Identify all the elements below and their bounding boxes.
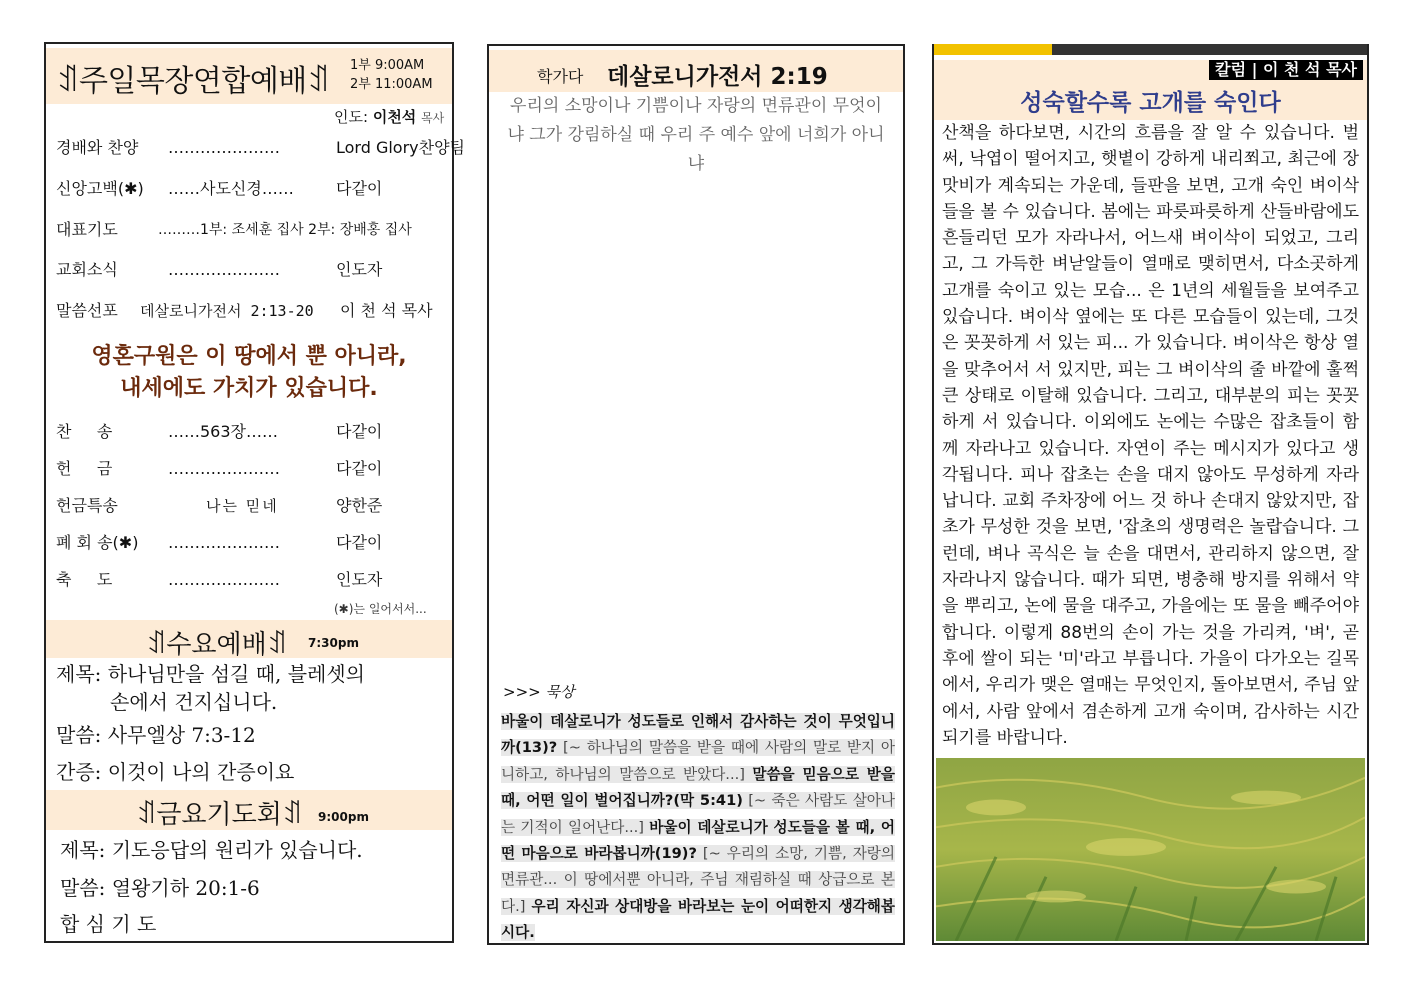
presider-name: 이천석	[372, 108, 417, 126]
order-detail: ……사도신경……	[168, 179, 294, 198]
column-panel	[932, 44, 1369, 945]
column-title: 성숙할수록 고개를 숙인다	[1020, 90, 1281, 116]
wednesday-time: 7:30pm	[308, 636, 359, 650]
order-row	[56, 420, 446, 444]
order-row	[56, 136, 466, 160]
order-detail: …………………	[168, 459, 280, 478]
meditation-answer: [~ 죽은 사람도 살아나는 기적이 일어난다...]	[501, 792, 895, 836]
order-by: 인도자	[336, 570, 383, 589]
sermon-headline	[46, 341, 452, 405]
meditation-question: 바울이 데살로니가 성도들을 볼 때, 어떤 마음으로 바라봅니까(19)?	[501, 818, 896, 863]
service-times	[350, 56, 433, 94]
order-detail: …………………	[168, 533, 280, 552]
order-detail: …………………	[168, 570, 280, 589]
first-service-time: 1부 9:00AM	[350, 58, 425, 73]
order-detail: 데살로니가전서 2:13-20	[140, 302, 314, 320]
meditation-question: 우리 자신과 상대방을 바라보는 눈이 어떠한지 생각해봅시다.	[501, 897, 895, 942]
meditation-question: 바울이 데살로니가 성도들로 인해서 감사하는 것이 무엇입니까(13)?	[501, 713, 895, 757]
order-item: 찬 송	[56, 422, 113, 441]
meditation-answer: [~ 하나님의 말씀을 받을 때에 사람의 말로 받지 아니하고, 하나님의 말씀으로 받았다...]	[501, 739, 895, 783]
order-by: 이 천 석 목사	[340, 301, 433, 320]
order-item: 신앙고백(✱)	[56, 179, 144, 198]
friday-header	[46, 790, 452, 830]
rice-field-photo	[936, 758, 1365, 941]
order-by: 다같이	[336, 459, 383, 478]
order-by: 다같이	[336, 179, 383, 198]
friday-line: 제목: 기도응답의 원리가 있습니다.	[60, 838, 363, 862]
presider-label: 인도:	[334, 108, 369, 126]
verse-label: 학가다	[537, 67, 584, 86]
order-item: 대표기도	[56, 220, 118, 239]
friday-time: 9:00pm	[318, 810, 369, 824]
order-row	[56, 457, 446, 481]
column-byline: 칼럼 | 이 천 석 목사	[1209, 60, 1363, 80]
order-item: 축 도	[56, 570, 113, 589]
order-item: 헌금특송	[56, 496, 118, 515]
verse-header	[489, 50, 903, 92]
service-order-panel	[44, 42, 466, 943]
order-by: 양한준	[336, 496, 383, 515]
wednesday-title: ꀊ수요예배ꀊ	[146, 630, 288, 660]
verse-panel	[487, 44, 905, 945]
verse-text: 우리의 소망이나 기쁨이나 자랑의 면류관이 무엇이냐 그가 강림하실 때 우리 주 예수 앞에 너희가 아니냐	[507, 96, 885, 174]
order-by: Lord Glory찬양팀	[336, 138, 466, 157]
meditation-answer: [~ 우리의 소망, 기쁨, 자랑의 면류관... 이 땅에서뿐 아니라, 주님 재림하실 때 상급으로 본다.]	[501, 845, 895, 915]
friday-line: 합 심 기 도	[60, 912, 157, 936]
second-service-time: 2부 11:00AM	[350, 77, 433, 92]
wednesday-line: 말씀: 사무엘상 7:3-12	[56, 723, 256, 747]
order-by: 다같이	[336, 533, 383, 552]
wednesday-line: 손에서 건지십니다.	[110, 690, 278, 714]
order-row	[56, 531, 446, 555]
accent-bar-yellow	[934, 44, 1052, 55]
headline-line: 영혼구원은 이 땅에서 뿐 아니라,	[91, 344, 407, 369]
sunday-service-title: ꀊ주일목장연합예배ꀊ	[56, 64, 330, 99]
presider-title: 목사	[421, 111, 445, 125]
wednesday-line: 간증: 이것이 나의 간증이요	[56, 760, 295, 784]
order-row	[56, 299, 446, 323]
friday-line: 말씀: 열왕기하 20:1-6	[60, 876, 260, 900]
order-row	[56, 177, 446, 201]
wednesday-header	[46, 620, 452, 658]
order-row	[56, 494, 446, 518]
meditation-heading: >>> 묵상	[503, 683, 575, 701]
friday-title: ꀊ금요기도회ꀊ	[136, 800, 303, 830]
sunday-service-header	[46, 48, 452, 104]
order-detail: …………………	[168, 260, 280, 279]
column-body: 산책을 하다보면, 시간의 흐름을 잘 알 수 있습니다. 벌써, 낙엽이 떨어지고, 햇볕이 강하게 내리쬐고, 최근에 장맛비가 계속되는 가운데, 들판을 보면, 고개 숙인 벼이삭들을 볼 수 있습니다. 봄에는 파릇파릇하게 산들바람에도 흔들리던 모가 자라나서, 어느새 벼이삭이 되었고, 그리고, 그 가득한 벼낟알들이 열매로 맺히면서, 다소곳하게 고개를 숙이고 있는 모습... 은 1년의 세월들을 보여주고 있습니다. 벼이삭 옆에는 또 다른 모습들이 있는데, 그것은 꼿꼿하게 서 있는 피... 가 있습니다. 벼이삭은 항상 열을 맞추어서 서 있지만, 피는 그 벼이삭의 줄 바깥에 훌쩍 큰 상태로 이탈해 있습니다. 그리고, 대부분의 피는 꼿꼿하게 서 있습니다. 이외에도 논에는 수많은 잡초들이 함께 자라나고 있습니다. 자연이 주는 메시지가 있다고 생각됩니다. 피나 잡초는 손을 대지 않아도 무성하게 자라납니다. 교회 주차장에 어느 것 하나 손대지 않았지만, 잡초가 무성한 것을 보면, '잡초의 생명력은 놀랍습니다. 그런데, 벼나 곡식은 늘 손을 대면서, 관리하지 않으면, 잘 자라나지 않습니다. 때가 되면, 병충해 방지를 위해서 약을 뿌리고, 논에 물을 대주고, 가을에는 또 물을 빼주어야 합니다. 이렇게 88번의 손이 가는 것을 가리켜, '벼', 곧 후에 쌀이 되는 '미'라고 부릅니다. 가을이 다가오는 길목에서, 우리가 맺은 열매는 무엇인지, 돌아보면서, 주님 앞에서, 사람 앞에서 겸손하게 고개 숙이며, 감사하는 시간 되기를 바랍니다.	[942, 123, 1359, 748]
presider	[334, 106, 444, 127]
accent-bar-dark	[1052, 44, 1367, 55]
order-detail: ……563장……	[168, 422, 278, 441]
meditation-question: 말씀을 믿음으로 받을 때, 어떤 일이 벌어집니까?(막 5:41)	[501, 765, 895, 810]
order-row	[56, 218, 446, 242]
order-detail: …………………	[168, 138, 280, 157]
order-row	[56, 568, 446, 592]
verse-reference: 데살로니가전서 2:19	[607, 64, 828, 90]
headline-line: 내세에도 가치가 있습니다.	[120, 376, 378, 401]
order-item: 교회소식	[56, 260, 118, 279]
order-item: 말씀선포	[56, 301, 118, 320]
standing-note: (✱)는 일어서서...	[334, 602, 427, 616]
order-item: 경배와 찬양	[56, 138, 139, 157]
order-detail: 나는 믿네	[206, 497, 279, 515]
order-by: 다같이	[336, 422, 383, 441]
order-detail: ………1부: 조세훈 집사 2부: 장배홍 집사	[158, 222, 412, 238]
wednesday-line: 제목: 하나님만을 섬길 때, 블레셋의	[56, 662, 366, 686]
meditation-text	[501, 709, 895, 947]
order-item: 폐 회 송(✱)	[56, 533, 139, 552]
order-item: 헌 금	[56, 459, 113, 478]
order-row	[56, 258, 446, 282]
order-by: 인도자	[336, 260, 383, 279]
rice-field-image	[936, 758, 1365, 941]
